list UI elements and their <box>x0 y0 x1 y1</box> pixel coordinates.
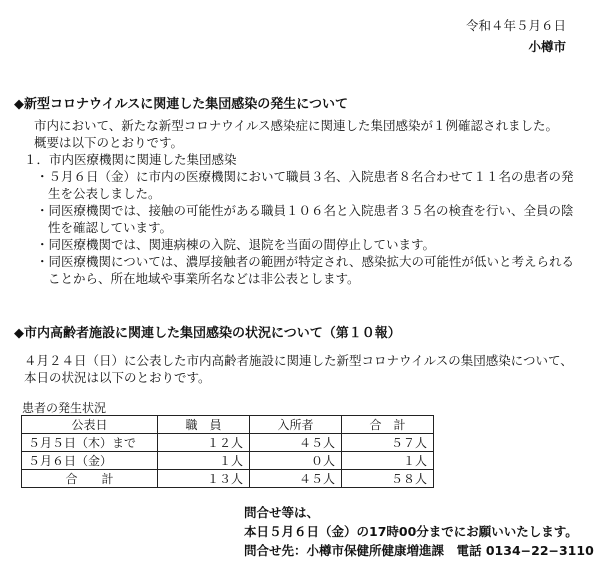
table-header-cell: 入所者 <box>250 416 342 434</box>
section1-intro-line2: 概要は以下のとおりです。 <box>34 135 184 150</box>
table-cell: １人 <box>342 452 434 470</box>
contact-hours: 本日５月６日（金）の17時00分までにお願いいたします。 <box>244 524 578 539</box>
table-header-cell: 職 員 <box>158 416 250 434</box>
table-header-row <box>22 416 434 434</box>
bullet-line: ・同医療機関については、濃厚接触者の範囲が特定され、感染拡大の可能性が低いと考えられる <box>36 254 575 269</box>
table-cell: ５８人 <box>342 470 434 488</box>
bullet-line: ・同医療機関では、接触の可能性がある職員１０６名と入院患者３５名の検査を行い、全員の陰 <box>36 203 574 218</box>
item1-title: １．市内医療機関に関連した集団感染 <box>24 152 237 167</box>
table-cell: ５月６日（金） <box>22 452 158 470</box>
table-cell: １３人 <box>158 470 250 488</box>
table-cell: １２人 <box>158 434 250 452</box>
table-cell: ５月５日（木）まで <box>22 434 158 452</box>
bullet-line: 生を公表しました。 <box>48 186 161 201</box>
table-total-row <box>22 470 434 488</box>
bullet-line: ことから、所在地域や事業所名などは非公表とします。 <box>48 271 360 286</box>
patient-status-table <box>21 415 434 488</box>
issuing-organization: 小樽市 <box>528 39 566 54</box>
table-cell: 合 計 <box>22 470 158 488</box>
table-row <box>22 434 434 452</box>
table-cell: ５７人 <box>342 434 434 452</box>
table-caption: 患者の発生状況 <box>22 401 107 415</box>
bullet-line: ・同医療機関では、関連病棟の入院、退院を当面の間停止しています。 <box>36 237 436 252</box>
section2-heading: ◆市内高齢者施設に関連した集団感染の状況について（第１０報） <box>14 326 401 341</box>
contact-title: 問合せ等は、 <box>244 505 320 520</box>
table-row <box>22 452 434 470</box>
section2-para-line2: 本日の状況は以下のとおりです。 <box>24 370 211 385</box>
section1-heading: ◆新型コロナウイルスに関連した集団感染の発生について <box>14 97 348 112</box>
contact-info: 問合せ先：小樽市保健所健康増進課 電話 0134−22−3110 <box>244 543 594 558</box>
section1-intro-line1: 市内において、新たな新型コロナウイルス感染症に関連した集団感染が１例確認されました。 <box>34 118 559 133</box>
bullet-line: 性を確認しています。 <box>48 220 173 235</box>
table-cell: ４５人 <box>250 434 342 452</box>
table-header-cell: 合 計 <box>342 416 434 434</box>
table-cell: １人 <box>158 452 250 470</box>
bullet-line: ・５月６日（金）に市内の医療機関において職員３名、入院患者８名合わせて１１名の患者の発 <box>36 169 574 184</box>
section2-para-line1: ４月２４日（日）に公表した市内高齢者施設に関連した新型コロナウイルスの集団感染について、 <box>24 353 573 368</box>
document-date: 令和４年５月６日 <box>465 18 566 33</box>
table-cell: ０人 <box>250 452 342 470</box>
table-header-cell: 公表日 <box>22 416 158 434</box>
table-cell: ４５人 <box>250 470 342 488</box>
